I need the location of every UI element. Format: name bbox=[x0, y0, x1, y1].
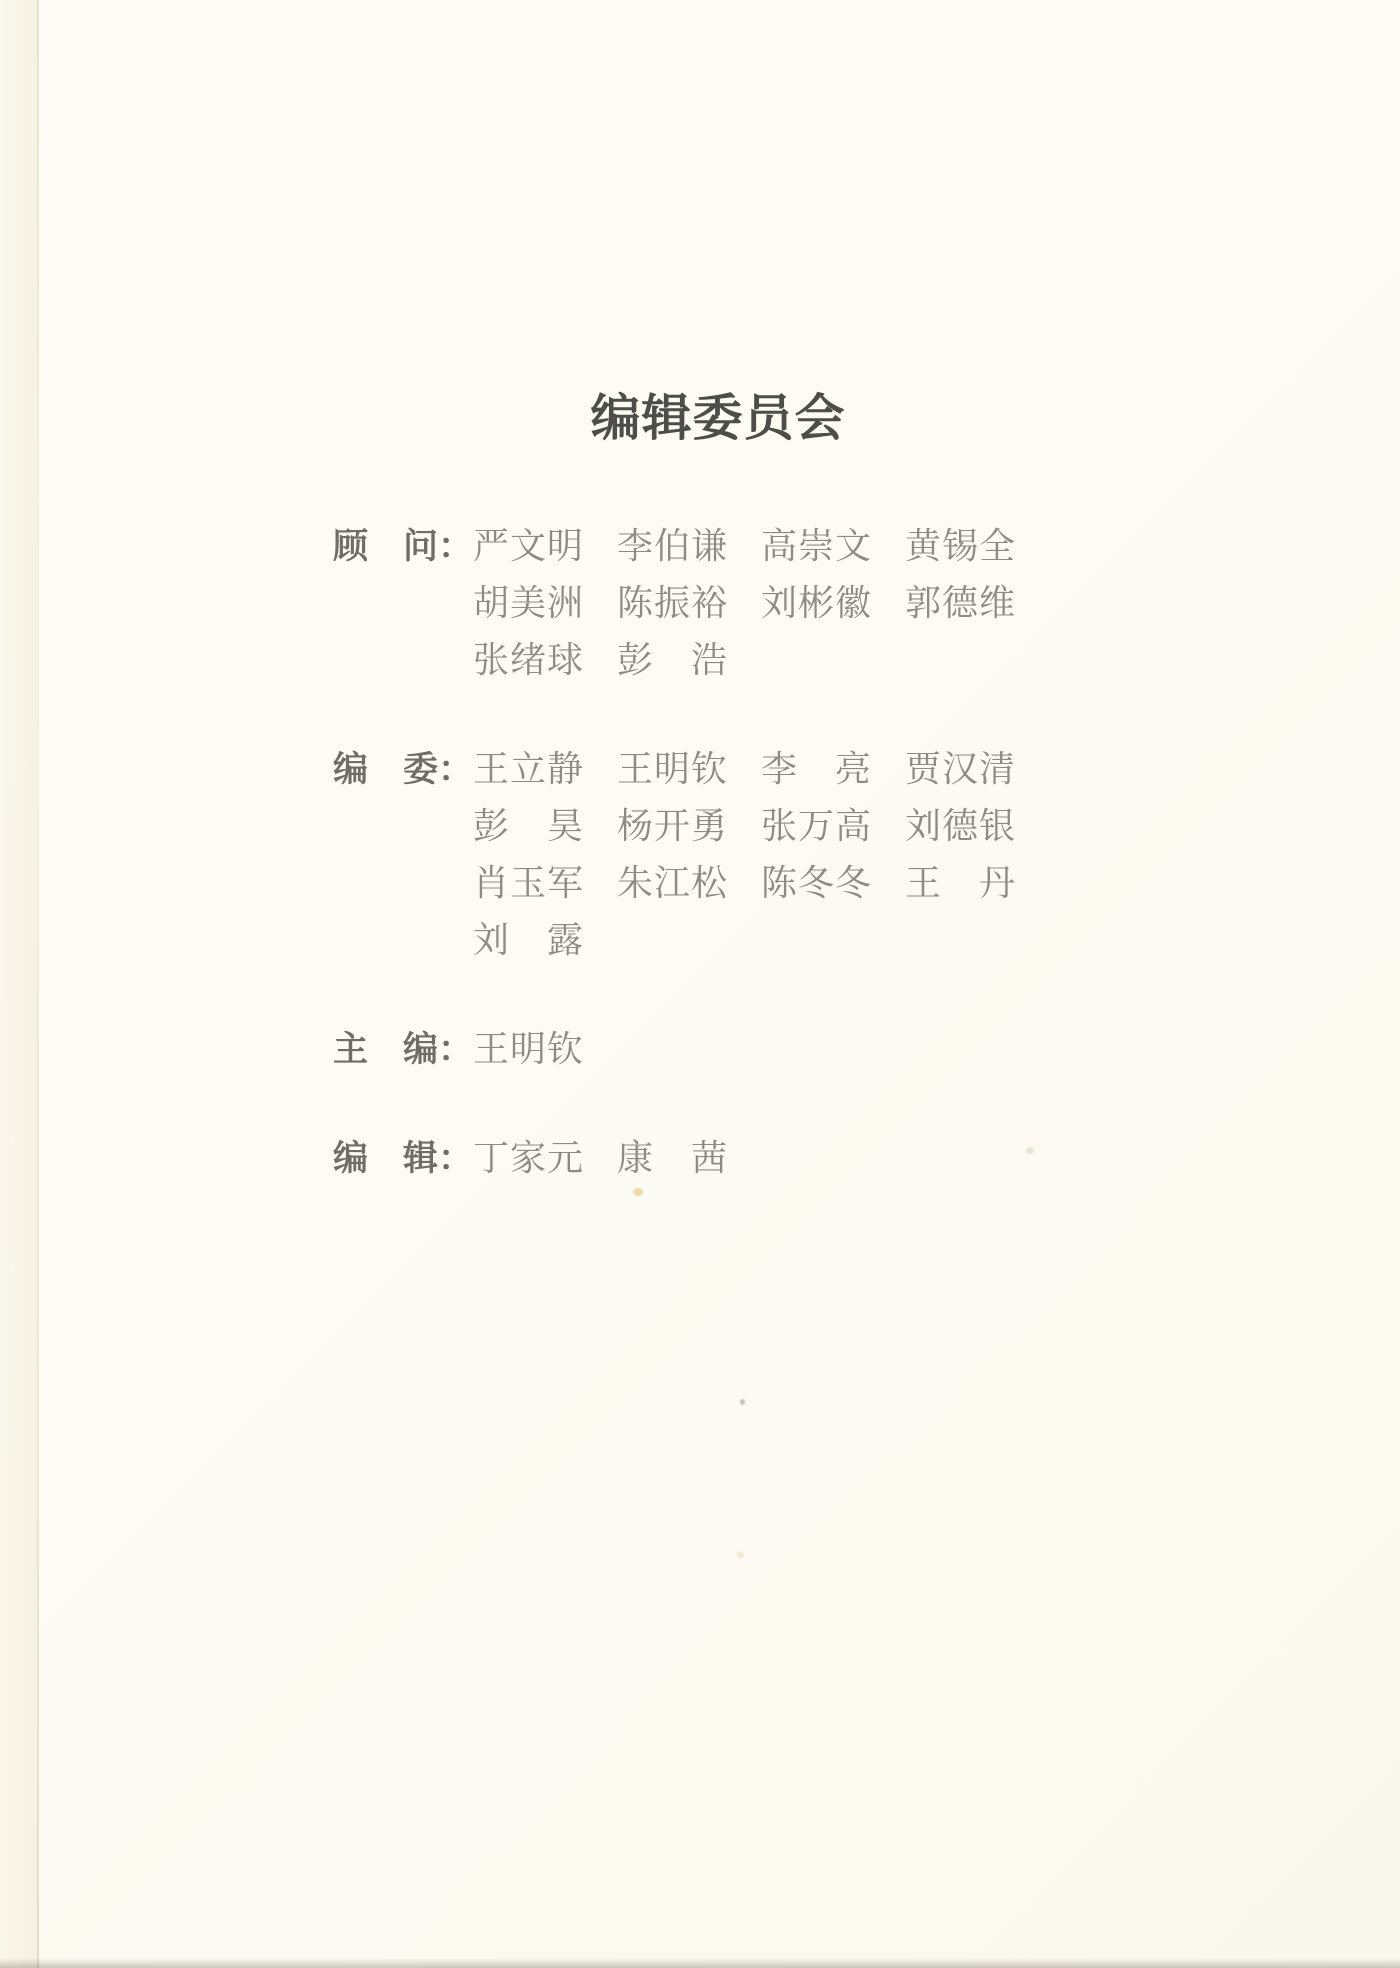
person-name: 刘彬徽 bbox=[761, 583, 873, 623]
person-name: 胡美洲 bbox=[473, 583, 585, 623]
name-row bbox=[473, 1130, 1213, 1187]
page-left-edge-shading bbox=[0, 0, 37, 1968]
section-editors bbox=[333, 1130, 1213, 1187]
person-name: 彭 浩 bbox=[617, 640, 729, 680]
person-name: 杨开勇 bbox=[617, 806, 729, 846]
person-name: 刘 露 bbox=[473, 920, 585, 960]
name-row bbox=[473, 575, 1213, 632]
committee-list bbox=[333, 518, 1213, 1239]
page-crease-line bbox=[37, 0, 39, 1968]
person-name: 王明钦 bbox=[473, 1029, 585, 1069]
person-name: 陈振裕 bbox=[617, 583, 729, 623]
section-label-chief-editor: 主 编： bbox=[333, 1030, 474, 1069]
page-bottom-edge-shadow bbox=[0, 1958, 1400, 1968]
page-title: 编辑委员会 bbox=[590, 390, 846, 446]
name-row bbox=[473, 741, 1213, 798]
person-name: 彭 昊 bbox=[473, 806, 585, 846]
person-name: 张万高 bbox=[761, 806, 873, 846]
name-row bbox=[473, 518, 1213, 575]
person-name: 李伯谦 bbox=[617, 526, 729, 566]
section-label-advisors: 顾 问： bbox=[333, 527, 474, 566]
name-row bbox=[473, 1021, 1213, 1078]
person-name: 黄锡全 bbox=[905, 526, 1017, 566]
paper-speck bbox=[737, 1552, 744, 1558]
person-name: 王 丹 bbox=[905, 863, 1017, 903]
person-name: 朱江松 bbox=[617, 863, 729, 903]
section-label-editors: 编 辑： bbox=[333, 1139, 474, 1178]
person-name: 刘德银 bbox=[905, 806, 1017, 846]
section-advisors bbox=[333, 518, 1213, 689]
person-name: 康 茜 bbox=[617, 1138, 729, 1178]
person-name: 严文明 bbox=[473, 526, 585, 566]
person-name: 陈冬冬 bbox=[761, 863, 873, 903]
section-chief-editor bbox=[333, 1021, 1213, 1078]
person-name: 张绪球 bbox=[473, 640, 585, 680]
advisors-names bbox=[473, 518, 1213, 689]
editors-names bbox=[473, 1130, 1213, 1187]
editorial-board-names bbox=[473, 741, 1213, 969]
paper-speck bbox=[740, 1399, 745, 1405]
name-row bbox=[473, 798, 1213, 855]
person-name: 王立静 bbox=[473, 749, 585, 789]
person-name: 王明钦 bbox=[617, 749, 729, 789]
person-name: 贾汉清 bbox=[905, 749, 1017, 789]
person-name: 丁家元 bbox=[473, 1138, 585, 1178]
person-name: 郭德维 bbox=[905, 583, 1017, 623]
person-name: 高崇文 bbox=[761, 526, 873, 566]
name-row bbox=[473, 912, 1213, 969]
section-label-editorial-board: 编 委： bbox=[333, 750, 474, 789]
section-editorial-board bbox=[333, 741, 1213, 969]
name-row bbox=[473, 855, 1213, 912]
chief-editor-names bbox=[473, 1021, 1213, 1078]
name-row bbox=[473, 632, 1213, 689]
person-name: 肖玉军 bbox=[473, 863, 585, 903]
person-name: 李 亮 bbox=[761, 749, 873, 789]
